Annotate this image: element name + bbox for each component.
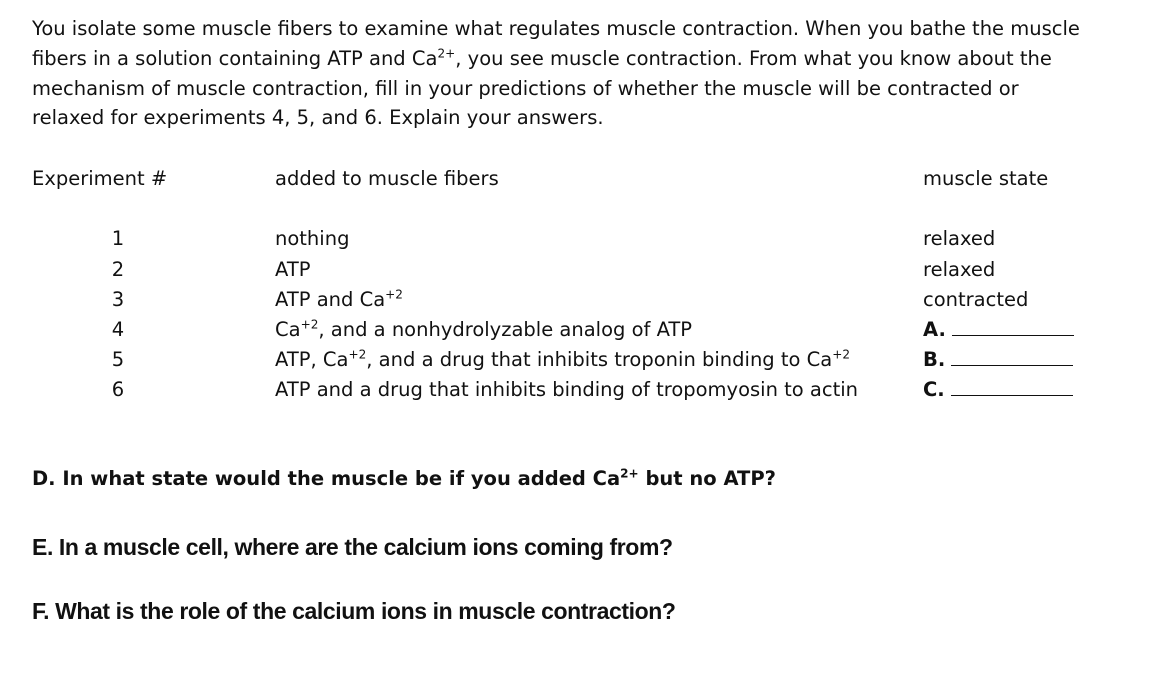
row-3-state: contracted	[923, 288, 1029, 311]
header-state: muscle state	[923, 167, 1049, 190]
question-d: D. In what state would the muscle be if you added $Ca^{2+}$ but no ATP?	[32, 466, 776, 490]
row-4-number: 4	[111, 318, 125, 341]
row-6-number: 6	[111, 378, 125, 401]
row-2-state: relaxed	[923, 258, 996, 281]
row-5-number: 5	[111, 348, 125, 371]
header-added: added to muscle fibers	[275, 167, 499, 190]
intro-text-2: , you see muscle contraction. From what you know about the mechanism of muscle contraction, fill in your predictions of whether the muscle will be contracted or relaxed for experiments 4, 5, and 6. Explain your answers.	[32, 46, 1052, 130]
row-2-added: ATP	[275, 258, 311, 281]
row-2-number: 2	[111, 258, 125, 281]
intro-superscript: 2+	[437, 46, 456, 61]
row-6-added: ATP and a drug that inhibits binding of tropomyosin to actin	[275, 378, 859, 401]
row-3-added: ATP and $Ca^{+2}$	[275, 287, 403, 311]
row-5-added: ATP, $Ca^{+2}$, and a drug that inhibits troponin binding to $Ca^{+2}$	[275, 347, 851, 371]
row-3-number: 3	[111, 288, 125, 311]
intro-paragraph	[32, 14, 1092, 133]
answer-c-blank[interactable]	[951, 379, 1073, 396]
row-6-state[interactable]	[923, 378, 1073, 402]
answer-b-label: B.	[923, 348, 946, 371]
row-1-state: relaxed	[923, 227, 996, 250]
row-1-number: 1	[111, 227, 125, 250]
row-4-added: $Ca^{+2}$, and a nonhydrolyzable analog of ATP	[275, 317, 693, 341]
answer-a-blank[interactable]	[952, 319, 1074, 336]
row-1-added: nothing	[275, 227, 350, 250]
row-4-state[interactable]	[923, 318, 1074, 342]
answer-c-label: C.	[923, 378, 945, 401]
intro-text-1: You isolate some muscle fibers to examine what regulates muscle contraction. When you bathe the muscle fibers in a solution containing ATP and Ca	[32, 17, 1080, 70]
question-f: F. What is the role of the calcium ions in muscle contraction?	[32, 598, 676, 624]
header-experiment: Experiment #	[32, 167, 168, 190]
answer-b-blank[interactable]	[951, 349, 1073, 366]
question-e: E. In a muscle cell, where are the calcium ions coming from?	[32, 534, 673, 560]
answer-a-label: A.	[923, 318, 946, 341]
row-5-state[interactable]	[923, 348, 1073, 372]
